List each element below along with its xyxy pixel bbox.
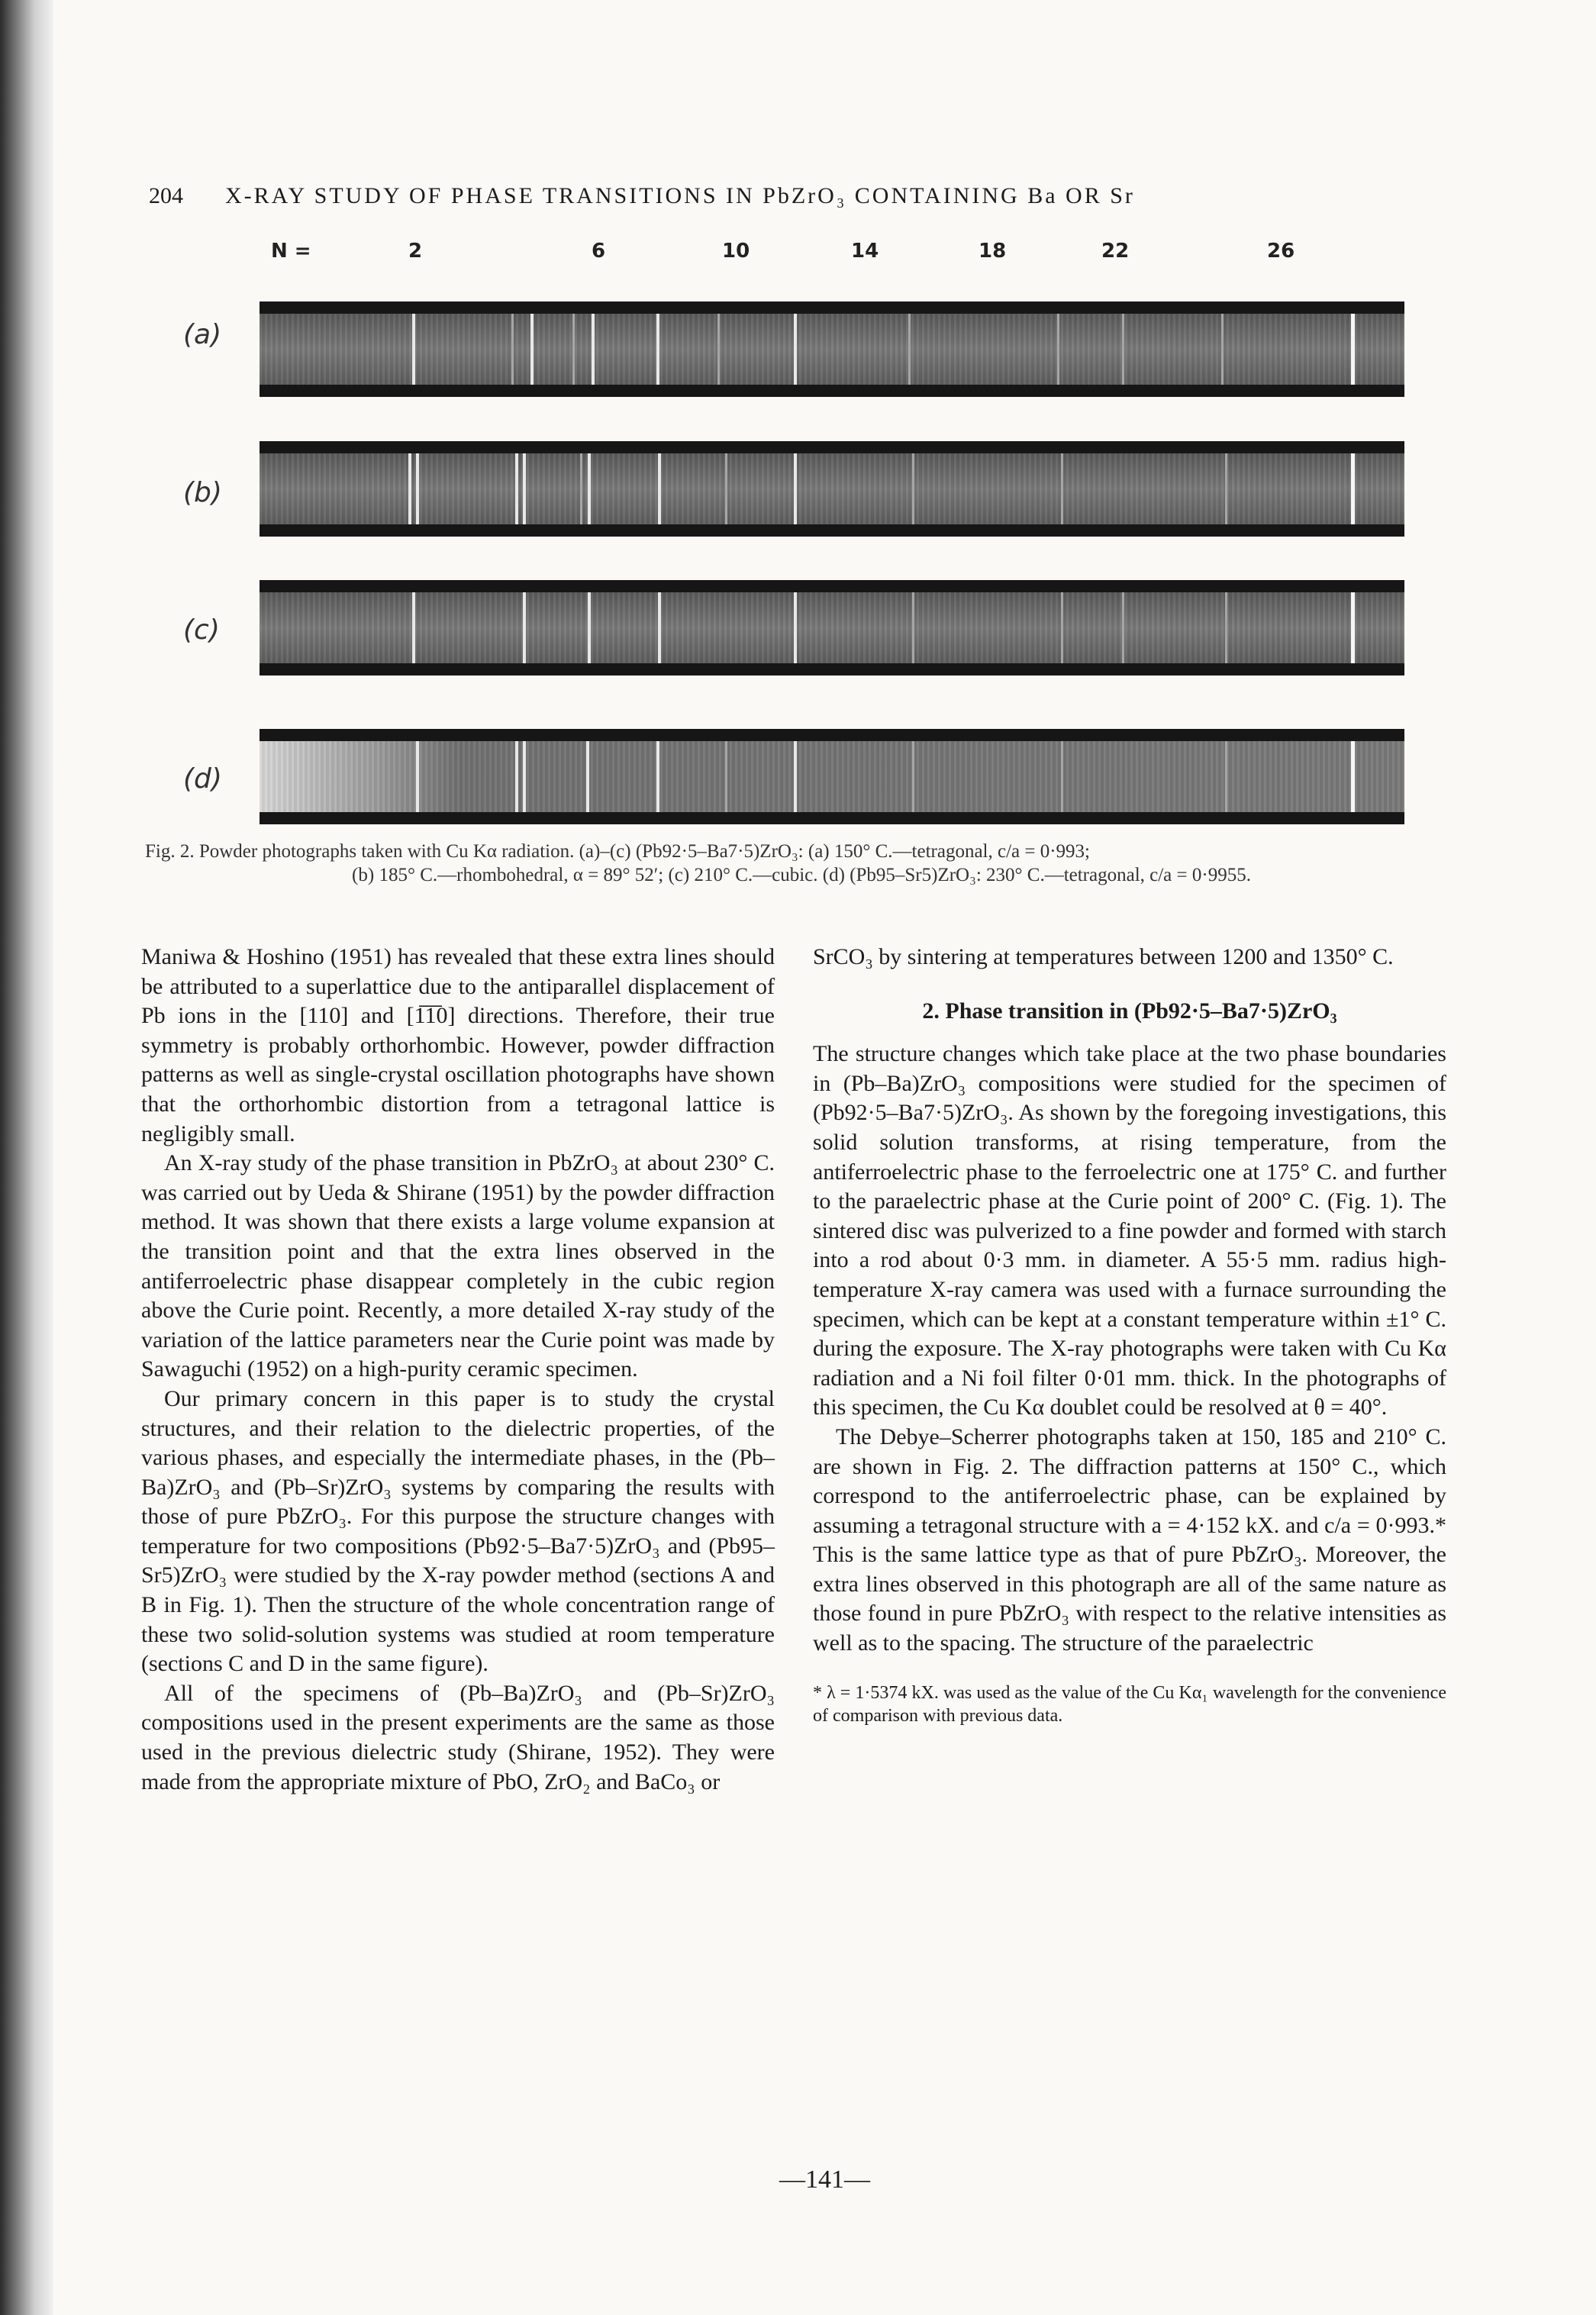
running-title: X-RAY STUDY OF PHASE TRANSITIONS IN PbZrO₃ CONTAINING Ba OR Sr (225, 183, 1135, 208)
diffraction-line (794, 453, 797, 524)
paragraph: The structure changes which take place at the two phase boundaries in (Pb–Ba)ZrO₃ compositions were studied for the specimen of (Pb92·5–Ba7·5)ZrO₃. As shown by the foregoing investigations, this solid solution transforms, at rising temperature, from the antiferroelectric phase to the ferroelectric one at 175° C. and further to the paraelectric phase at the Curie point of 200° C. (Fig. 1). The sintered disc was pulverized to a fine powder and formed with starch into a rod about 0·3 mm. in diameter. A 55·5 mm. radius high-temperature X-ray camera was used with a furnace surrounding the specimen, which can be kept at a constant temperature within ±1° C. during the exposure. The X-ray photographs were taken with Cu Kα radiation and a Ni foil filter 0·01 mm. thick. In the photographs of this specimen, the Cu Kα doublet could be resolved at θ = 40°. (813, 1041, 1446, 1420)
diffraction-line (794, 314, 797, 385)
diffraction-line (656, 314, 659, 385)
diffraction-line (725, 741, 727, 812)
powder-strip-c (260, 580, 1404, 675)
diffraction-line (412, 592, 415, 663)
film (260, 592, 1404, 663)
diffraction-line (656, 741, 659, 812)
diffraction-line (511, 314, 514, 385)
strip-label-d: (d) (183, 763, 222, 795)
paragraph: SrCO₃ by sintering at temperatures between 1200 and 1350° C. (813, 944, 1394, 969)
diffraction-line (515, 741, 518, 812)
n-value: 14 (851, 240, 879, 263)
folio: —141— (779, 2165, 870, 2194)
paragraph: All of the specimens of (Pb–Ba)ZrO₃ and (Pb–Sr)ZrO₃ compositions used in the present experiments are the same as those used in the previous dielectric study (Shirane, 1952). They were made from the appropriate mixture of PbO, ZrO₂ and BaCo₃ or (141, 1680, 775, 1794)
diffraction-line (1122, 592, 1124, 663)
diffraction-line (725, 453, 727, 524)
diffraction-line (658, 592, 661, 663)
diffraction-line (908, 314, 911, 385)
paragraph: An X-ray study of the phase transition in PbZrO₃ at about 230° C. was carried out by Ueda & Shirane (1951) by the powder diffraction method. It was shown that there exists a large volume expansion at the transition point and that the extra lines observed in the antiferroelectric phase disappear completely in the cubic region above the Curie point. Recently, a more detailed X-ray study of the variation of the lattice parameters near the Curie point was made by Sawaguchi (1952) on a high-purity ceramic specimen. (141, 1150, 775, 1382)
caption-line-2: (b) 185° C.—rhombohedral, α = 89° 52′; (c) 210° C.—cubic. (d) (Pb95–Sr5)ZrO₃: 230° C.—tetragonal, c/a = 0·9955. (352, 865, 1251, 885)
journal-page (53, 0, 1596, 2315)
diffraction-line (1221, 314, 1224, 385)
scan-binding-edge (0, 0, 53, 2315)
diffraction-line (1061, 453, 1063, 524)
diffraction-line (1122, 314, 1124, 385)
diffraction-line (912, 592, 914, 663)
diffraction-line (794, 741, 797, 812)
diffraction-line (1061, 741, 1063, 812)
diffraction-line (580, 453, 582, 524)
left-column (141, 943, 775, 1797)
diffraction-line (586, 741, 589, 812)
paragraph: Maniwa & Hoshino (1951) has revealed that these extra lines should be attributed to a superlattice due to the antiparallel displacement of Pb ions in the [110] and [1̅1̅0] directions. Therefore, their true symmetry is probably orthorhombic. However, powder diffraction patterns as well as single-crystal oscillation photographs have shown that the orthorhombic distortion from a tetragonal lattice is negligibly small. (141, 944, 775, 1146)
diffraction-line (515, 453, 518, 524)
diffraction-line (794, 592, 797, 663)
diffraction-line (1351, 314, 1355, 385)
n-value: 10 (722, 240, 750, 263)
strip-label-b: (b) (183, 477, 222, 508)
n-value: 26 (1267, 240, 1295, 263)
right-column (813, 943, 1446, 1727)
diffraction-line (1225, 453, 1227, 524)
footnote: * λ = 1·5374 kX. was used as the value of the Cu Kα₁ wavelength for the convenience of comparison with previous data. (813, 1682, 1446, 1726)
diffraction-line (588, 592, 591, 663)
diffraction-line (1225, 592, 1227, 663)
diffraction-line (408, 453, 411, 524)
diffraction-line (1351, 592, 1355, 663)
diffraction-line (1351, 453, 1355, 524)
diffraction-line (523, 741, 526, 812)
diffraction-line (658, 453, 661, 524)
section-heading: 2. Phase transition in (Pb92·5–Ba7·5)ZrO₃ (922, 998, 1337, 1024)
n-value: 6 (592, 240, 606, 263)
film (260, 314, 1404, 385)
powder-strip-d (260, 729, 1404, 824)
diffraction-line (1225, 741, 1227, 812)
caption-line-1: Fig. 2. Powder photographs taken with Cu Kα radiation. (a)–(c) (Pb92·5–Ba7·5)ZrO₃: (a) 150° C.—tetragonal, c/a = 0·993; (145, 841, 1091, 862)
strip-label-a: (a) (183, 319, 222, 350)
diffraction-line (717, 314, 720, 385)
diffraction-line (416, 741, 419, 812)
line-index-row (145, 229, 1412, 275)
running-head (149, 183, 1378, 209)
diffraction-line (1057, 314, 1059, 385)
diffraction-line (416, 453, 419, 524)
n-value: 18 (979, 240, 1007, 263)
powder-strip-b (260, 441, 1404, 537)
paragraph: The Debye–Scherrer photographs taken at 150, 185 and 210° C. are shown in Fig. 2. The diffraction patterns at 150° C., which correspond to the antiferroelectric phase, can be explained by assuming a tetragonal structure with a = 4·152 kX. and c/a = 0·993.* This is the same lattice type as that of pure PbZrO₃. Moreover, the extra lines observed in this photograph are all of the same nature as those found in pure PbZrO₃ with respect to the relative intensities as well as to the spacing. The structure of the paraelectric (813, 1423, 1446, 1656)
diffraction-line (412, 314, 415, 385)
diffraction-line (912, 453, 914, 524)
diffraction-line (588, 453, 591, 524)
diffraction-line (572, 314, 575, 385)
diffraction-line (1061, 592, 1063, 663)
diffraction-line (523, 453, 526, 524)
n-prefix: N = (271, 240, 311, 263)
powder-strip-a (260, 301, 1404, 397)
figure-powder-photographs (145, 229, 1412, 824)
film (260, 453, 1404, 524)
film (260, 741, 1404, 812)
n-value: 2 (408, 240, 423, 263)
figure-caption (145, 840, 1458, 887)
strip-label-c: (c) (183, 614, 220, 646)
page-number: 204 (149, 183, 183, 208)
diffraction-line (530, 314, 534, 385)
n-value: 22 (1101, 240, 1130, 263)
paragraph: Our primary concern in this paper is to study the crystal structures, and their relation to the dielectric properties, of the various phases, and especially the intermediate phases, in the (Pb–Ba)ZrO₃ and (Pb–Sr)ZrO₃ systems by comparing the results with those of pure PbZrO₃. For this purpose the structure changes with temperature for two compositions (Pb92·5–Ba7·5)ZrO₃ and (Pb95–Sr5)ZrO₃ were studied by the X-ray powder method (sections A and B in Fig. 1). Then the structure of the whole concentration range of these two solid-solution systems was studied at room temperature (sections C and D in the same figure). (141, 1385, 775, 1677)
diffraction-line (592, 314, 595, 385)
diffraction-line (1351, 741, 1355, 812)
diffraction-line (912, 741, 914, 812)
diffraction-line (523, 592, 526, 663)
